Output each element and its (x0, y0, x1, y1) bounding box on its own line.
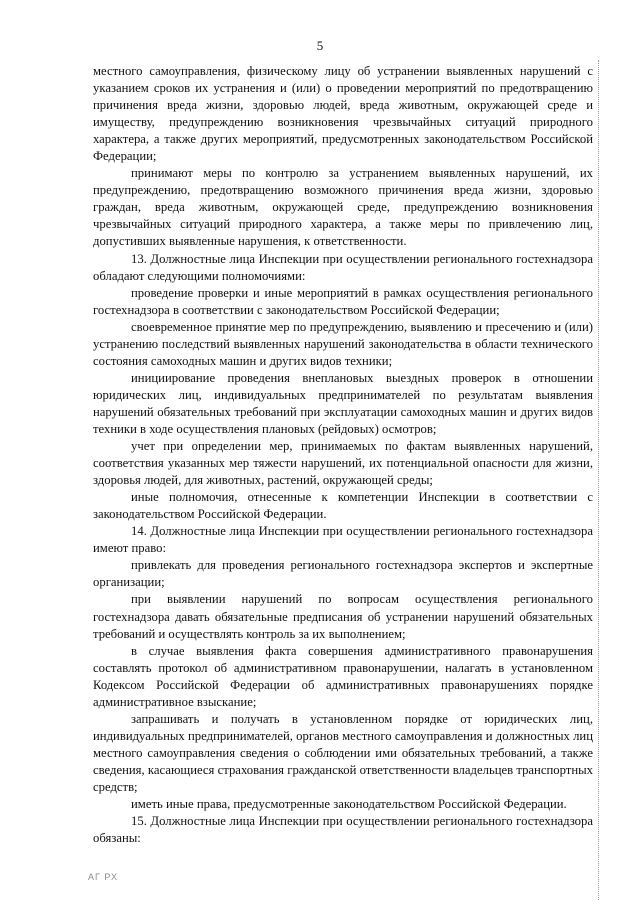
paragraph: 15. Должностные лица Инспекции при осуществлении регионального гостехнадзора обязаны: (93, 814, 593, 846)
paragraph: принимают меры по контролю за устранением выявленных нарушений, их предупреждению, предотвращению возможного причинения вреда жизни, здоровью граждан, вреда животным, окружающей среде, предупреждению возникновения чрезвычайных ситуаций природного характера, а также меры по привлечению лиц, допустивших выявленные нарушения, к ответственности. (93, 166, 593, 249)
paragraph: при выявлении нарушений по вопросам осуществления регионального гостехнадзора давать обязательные предписания об устранении нарушений обязательных требований и осуществлять контроль за их выполнением; (93, 592, 593, 641)
paragraph: местного самоуправления, физическому лицу об устранении выявленных нарушений с указанием сроков их устранения и (или) о проведении мероприятий по предотвращению причинения вреда жизни, здоровью людей, вреда животным, окружающей среде и имуществу, предупреждению возникновения чрезвычайных ситуаций природного характера, а также других мероприятий, предусмотренных законодательством Российской Федерации; (93, 64, 593, 164)
paragraph: 14. Должностные лица Инспекции при осуществлении регионального гостехнадзора имеют право: (93, 524, 593, 556)
paragraph: инициирование проведения внеплановых выездных проверок в отношении юридических лиц, индивидуальных предпринимателей по результатам выявления нарушений обязательных требований при эксплуатации самоходных машин и других видов техники в ходе осуществления плановых (рейдовых) осмотров; (93, 370, 593, 436)
document-body (93, 63, 593, 847)
paragraph: в случае выявления факта совершения административного правонарушения составлять протокол об административном правонарушении, налагать в установленном Кодексом Российской Федерации об административных правонарушениях порядке административное взыскание; (93, 643, 593, 709)
paragraph: 13. Должностные лица Инспекции при осуществлении регионального гостехнадзора обладают следующими полномочиями: (93, 251, 593, 283)
page-number: 5 (316, 38, 324, 53)
paragraph: учет при определении мер, принимаемых по фактам выявленных нарушений, соответствия указанных мер тяжести нарушений, их потенциальной опасности для жизни, здоровья людей, для животных, растений, окружающей среды; (93, 439, 593, 488)
paragraph: привлекать для проведения регионального гостехнадзора экспертов и экспертные организации; (93, 558, 593, 590)
paragraph: запрашивать и получать в установленном порядке от юридических лиц, индивидуальных предпринимателей, органов местного самоуправления и должностных лиц местного самоуправления сведения о соблюдении ими обязательных требований, а также сведения, касающиеся страхования гражданской ответственности владельцев транспортных средств; (93, 711, 593, 794)
paragraph: иные полномочия, отнесенные к компетенции Инспекции в соответствии с законодательством Российской Федерации. (93, 490, 593, 522)
footer-mark: АГ РХ (88, 872, 118, 882)
paragraph: своевременное принятие мер по предупреждению, выявлению и пресечению и (или) устранению последствий выявленных нарушений законодательства в области технического состояния самоходных машин и других видов техники; (93, 319, 593, 368)
paragraph: иметь иные права, предусмотренные законодательством Российской Федерации. (131, 797, 567, 812)
scan-edge-line (598, 60, 599, 900)
paragraph: проведение проверки и иные мероприятий в рамках осуществления регионального гостехнадзора в соответствии с законодательством Российской Федерации; (93, 285, 593, 317)
